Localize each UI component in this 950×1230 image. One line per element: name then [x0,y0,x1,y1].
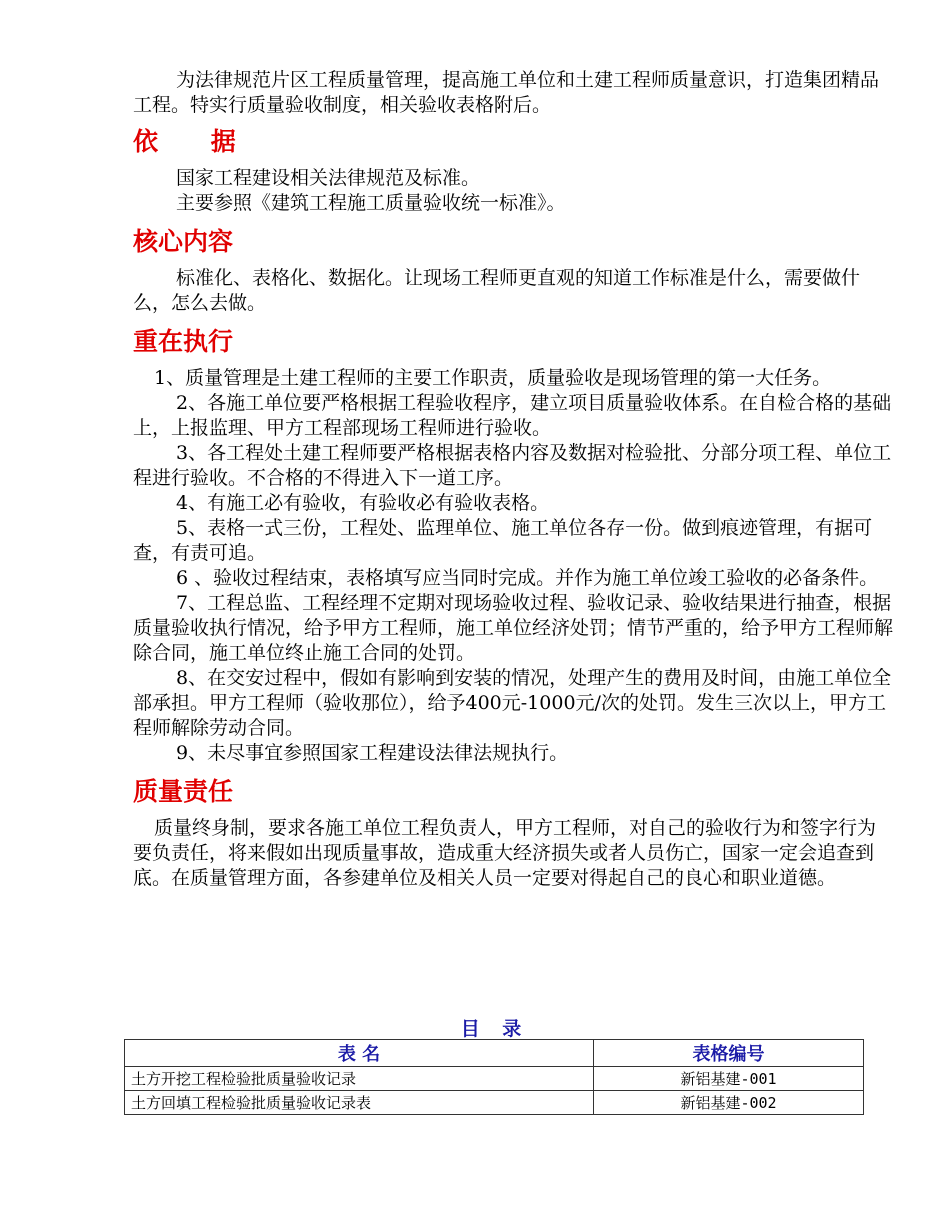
toc-header-row [125,1040,864,1067]
execution-item: 5、表格一式三份，工程处、监理单位、施工单位各存一份。做到痕迹管理，有据可查，有责可追。 [133,517,873,564]
section-title-core: 核心内容 [133,227,234,256]
execution-item: 2、各施工单位要严格根据工程验收程序，建立项目质量验收体系。在自检合格的基础上，上报监理、甲方工程部现场工程师进行验收。 [133,392,892,439]
execution-item: 6 、验收过程结束，表格填写应当同时完成。并作为施工单位竣工验收的必备条件。 [176,567,879,589]
execution-item: 7、工程总监、工程经理不定期对现场验收过程、验收记录、验收结果进行抽查，根据质量验收执行情况，给予甲方工程师，施工单位经济处罚；情节严重的，给予甲方工程师解除合同，施工单位终止施工合同的处罚。 [133,592,894,664]
section-title-responsibility: 质量责任 [133,777,234,806]
document-body [133,68,893,891]
toc-form-code: 新铝基建-001 [594,1067,864,1091]
core-paragraph: 标准化、表格化、数据化。让现场工程师更直观的知道工作标准是什么，需要做什么，怎么去做。 [133,267,861,314]
execution-item: 1、质量管理是土建工程师的主要工作职责，质量验收是现场管理的第一大任务。 [154,367,832,389]
toc-table [124,1039,864,1115]
basis-line: 国家工程建设相关法律规范及标准。 [176,167,481,189]
section-title-execution: 重在执行 [133,327,234,356]
section-title-basis: 依 据 [133,127,258,156]
execution-item: 3、各工程处土建工程师要严格根据表格内容及数据对检验批、分部分项工程、单位工程进行验收。不合格的不得进入下一道工序。 [133,442,892,489]
toc-header-code: 表格编号 [594,1040,864,1067]
execution-item: 8、在交安过程中，假如有影响到安装的情况，处理产生的费用及时间，由施工单位全部承担。甲方工程师（验收那位），给予400元-1000元/次的处罚。发生三次以上，甲方工程师解除劳动合同。 [133,667,892,739]
basis-line: 主要参照《建筑工程施工质量验收统一标准》。 [176,192,566,214]
table-row [125,1091,864,1115]
intro-paragraph: 为法律规范片区工程质量管理，提高施工单位和土建工程师质量意识，打造集团精品工程。特实行质量验收制度，相关验收表格附后。 [133,69,880,116]
toc-form-code: 新铝基建-002 [594,1091,864,1115]
execution-item: 9、未尽事宜参照国家工程建设法律法规执行。 [176,742,569,764]
table-row [125,1067,864,1091]
toc-title: 目 录 [460,1018,530,1040]
toc-form-name: 土方开挖工程检验批质量验收记录 [125,1067,594,1091]
toc-header-name: 表 名 [125,1040,594,1067]
execution-item: 4、有施工必有验收，有验收必有验收表格。 [176,492,550,514]
toc-form-name: 土方回填工程检验批质量验收记录表 [125,1091,594,1115]
responsibility-paragraph: 质量终身制，要求各施工单位工程负责人，甲方工程师，对自己的验收行为和签字行为要负责任，将来假如出现质量事故，造成重大经济损失或者人员伤亡，国家一定会追查到底。在质量管理方面，各参建单位及相关人员一定要对得起自己的良心和职业道德。 [133,817,877,889]
